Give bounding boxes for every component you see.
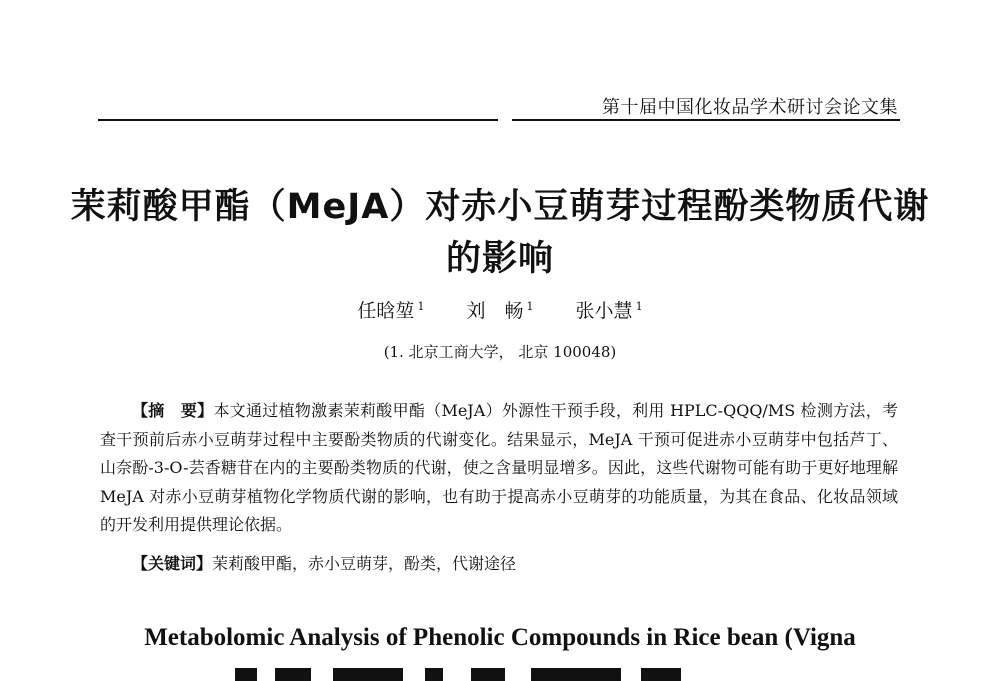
abstract-text: 本文通过植物激素茉莉酸甲酯（MeJA）外源性干预手段，利用 HPLC-QQQ/MS 检测方法，考查干预前后赤小豆萌芽过程中主要酚类物质的代谢变化。结果显示，MeJA 干预可促进赤小豆萌芽中包括芦丁、山奈酚-3-O-芸香糖苷在内的主要酚类物质的代谢，使之含量明显增多。因此，这些代谢物可能有助于更好地理解 MeJA 对赤小豆萌芽植物化学物质代谢的影响，也有助于提高赤小豆萌芽的功能质量，为其在食品、化妆品领域的开发利用提供理论依据。: [100, 401, 898, 534]
affiliation: (1. 北京工商大学， 北京 100048): [383, 343, 617, 361]
keywords-label: 【关键词】: [132, 554, 213, 573]
author-name: 刘 畅: [466, 300, 524, 322]
title-en-next-line-cropped: [235, 668, 695, 681]
author-name: 张小慧: [575, 300, 633, 322]
author-affil-mark: 1: [526, 299, 534, 313]
keywords: [100, 551, 898, 574]
paper-title-en: Metabolomic Analysis of Phenolic Compounds in Rice bean (Vigna: [144, 624, 856, 651]
author-name: 任晗堃: [357, 300, 415, 322]
paper-title-zh: 茉莉酸甲酯（MeJA）对赤小豆萌芽过程酚类物质代谢的影响: [70, 187, 930, 279]
author: [576, 300, 643, 322]
author-affil-mark: 1: [417, 299, 425, 313]
running-header: 第十届中国化妆品学术研讨会论文集: [602, 97, 898, 118]
abstract: [100, 397, 898, 540]
header-rule: [98, 119, 498, 121]
author-affil-mark: 1: [635, 299, 643, 313]
abstract-label: 【摘 要】: [132, 401, 214, 420]
header-rule: [512, 119, 900, 121]
keywords-text: 茉莉酸甲酯，赤小豆萌芽，酚类，代谢途径: [212, 554, 517, 573]
author-list: [0, 296, 1000, 323]
author: [357, 300, 424, 322]
author: [466, 300, 533, 322]
